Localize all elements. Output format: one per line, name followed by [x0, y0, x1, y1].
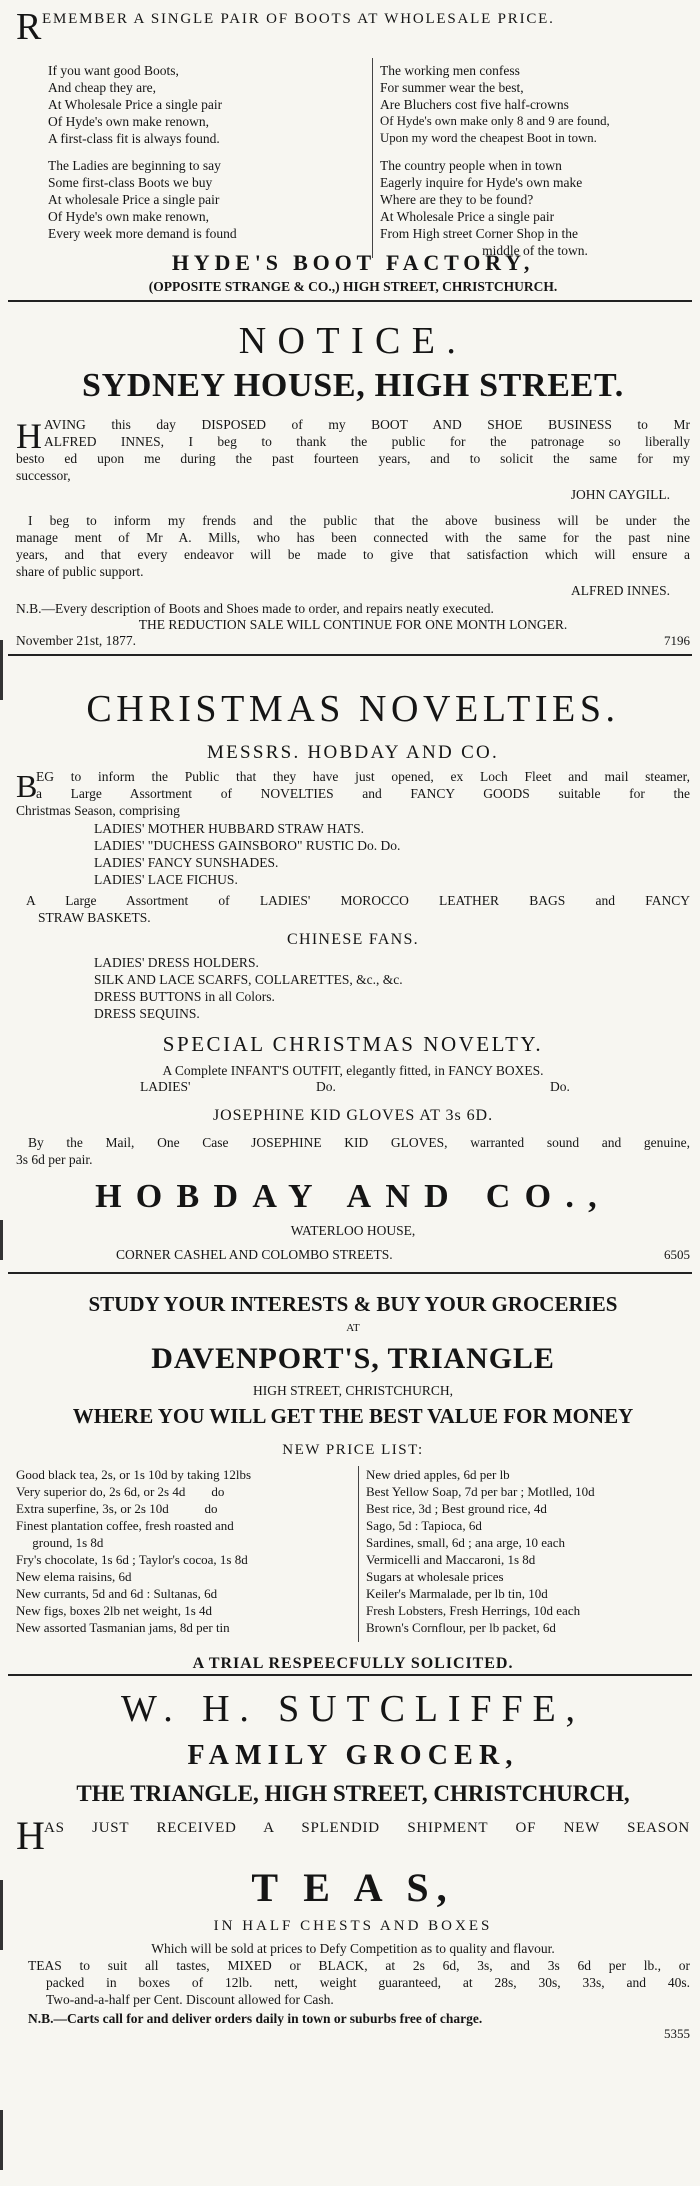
hydes-dropcap: R: [16, 6, 42, 48]
hydes-headline: [16, 8, 690, 48]
hobday-items-1: [94, 820, 400, 888]
sutcliffe-body: [16, 1940, 690, 2008]
hobday-item: LADIES' LACE FICHUS.: [94, 872, 238, 887]
hobday-item: LADIES' "DUCHESS GAINSBORO" RUSTIC Do. Do.: [94, 838, 401, 853]
price-list-item: Fresh Lobsters, Fresh Herrings, 10d each: [366, 1603, 581, 1618]
sutcliffe-text-line: Which will be sold at prices to Defy Competition as to quality and flavour.: [151, 1941, 555, 1956]
hydes-verse-line: Upon my word the cheapest Boot in town.: [380, 131, 597, 145]
sutcliffe-trade: FAMILY GROCER,: [187, 1740, 519, 1771]
hobday-item: DRESS BUTTONS in all Colors.: [94, 989, 275, 1004]
margin-bar: [0, 1880, 3, 1950]
column-rule: [8, 654, 692, 656]
hobday-item: LADIES' DRESS HOLDERS.: [94, 955, 259, 970]
hydes-verse-line: The Ladies are beginning to say: [48, 158, 221, 173]
hydes-name: HYDE'S BOOT FACTORY,: [171, 250, 535, 275]
notice-title: NOTICE.: [238, 320, 468, 362]
hydes-verse-line: Some first-class Boots we buy: [48, 175, 213, 190]
price-list-item: Sardines, small, 6d ; ana arge, 10 each: [366, 1535, 566, 1550]
notice-dropcap: H: [16, 416, 42, 456]
price-list-item: Best Yellow Soap, 7d per bar ; Motlled, 10d: [366, 1484, 595, 1499]
price-list-item: Fry's chocolate, 1s 6d ; Taylor's cocoa, 1s 8d: [16, 1552, 248, 1567]
notice-text-line: I beg to inform my frends and the public that the above business will be under the: [28, 513, 690, 528]
price-list-item: Vermicelli and Maccaroni, 1s 8d: [366, 1552, 536, 1567]
hobday-gloves-title: JOSEPHINE KID GLOVES AT 3s 6D.: [212, 1107, 494, 1124]
price-list-item: Sago, 5d : Tapioca, 6d: [366, 1518, 482, 1533]
hobday-gloves-text: [16, 1134, 690, 1168]
hobday-advert: [16, 660, 690, 1300]
price-list-item: New dried apples, 6d per lb: [366, 1467, 510, 1482]
sutcliffe-nb: N.B.—Carts call for and deliver orders daily in town or suburbs free of charge.: [28, 2011, 483, 2026]
sutcliffe-text-line: packed in boxes of 12lb. nett, weight guaranteed, at 28s, 30s, 33s, and 40s.: [46, 1975, 690, 1990]
hydes-address: (OPPOSITE STRANGE & CO.,) HIGH STREET, CHRISTCHURCH.: [148, 279, 558, 294]
sutcliffe-chests: IN HALF CHESTS AND BOXES: [213, 1918, 493, 1934]
hydes-verse-line: For summer wear the best,: [380, 80, 524, 95]
hydes-right-column: [380, 62, 690, 259]
hydes-verse-line: Of Hyde's own make only 8 and 9 are found,: [380, 114, 610, 128]
hydes-verse-line: middle of the town.: [482, 243, 588, 258]
sutcliffe-text-line: TEAS to suit all tastes, MIXED or BLACK, at 2s 6d, 3s, and 3s 6d per lb., or: [28, 1958, 690, 1973]
notice-text-line: years, and that every endeavor will be made to give that satisfaction which will ensure a: [16, 547, 690, 562]
notice-advert: [16, 306, 690, 706]
hobday-outfit-do: Do.: [550, 1079, 570, 1094]
hydes-verse-line: At Wholesale Price a single pair: [48, 97, 223, 112]
davenport-slogan: WHERE YOU WILL GET THE BEST VALUE FOR MONEY: [72, 1404, 634, 1428]
hobday-title: CHRISTMAS NOVELTIES.: [86, 688, 620, 730]
notice-nb: N.B.—Every description of Boots and Shoes made to order, and repairs neatly executed.: [16, 601, 494, 616]
hydes-verse-line: Of Hyde's own make renown,: [48, 209, 210, 224]
hobday-outfit-do: Do.: [316, 1079, 336, 1094]
hobday-item: LADIES' MOTHER HUBBARD STRAW HATS.: [94, 821, 364, 836]
price-list-right: [366, 1466, 690, 1636]
hobday-outfit-ladies-label: LADIES': [140, 1079, 191, 1094]
hydes-verse-line: If you want good Boots,: [48, 63, 179, 78]
price-list-item: New assorted Tasmanian jams, 8d per tin: [16, 1620, 230, 1635]
notice-text-line: manage ment of Mr A. Mills, who has been connected with the same for the past nine: [16, 530, 690, 545]
hobday-text-line: Christmas Season, comprising: [16, 803, 180, 818]
hydes-verse-line: At Wholesale Price a single pair: [380, 209, 555, 224]
sutcliffe-intro-text: AS JUST RECEIVED A SPLENDID SHIPMENT OF NEW SEASON: [44, 1820, 690, 1836]
hobday-item: DRESS SEQUINS.: [94, 1006, 200, 1021]
price-list-item: Sugars at wholesale prices: [366, 1569, 504, 1584]
hydes-verse-line: A first-class fit is always found.: [48, 131, 220, 146]
hydes-verse-line: The country people when in town: [380, 158, 562, 173]
price-list-divider: [358, 1466, 359, 1642]
notice-reduction: THE REDUCTION SALE WILL CONTINUE FOR ONE MONTH LONGER.: [138, 617, 568, 632]
price-list-item: Very superior do, 2s 6d, or 2s 4d do: [16, 1484, 225, 1499]
margin-bar: [0, 640, 3, 700]
davenport-list-title: NEW PRICE LIST:: [282, 1442, 424, 1458]
hydes-verse-line: The working men confess: [380, 63, 520, 78]
column-rule: [8, 1674, 692, 1676]
notice-text-line: besto ed upon me during the past fourteen years, and to solicit the same for my: [16, 451, 690, 466]
price-list-item: New figs, boxes 2lb net weight, 1s 4d: [16, 1603, 213, 1618]
price-list-item: Extra superfine, 3s, or 2s 10d do: [16, 1501, 218, 1516]
hobday-fans: CHINESE FANS.: [287, 931, 419, 948]
davenport-address: HIGH STREET, CHRISTCHURCH,: [252, 1383, 453, 1398]
column-rule: [8, 300, 692, 302]
notice-text-line: AVING this day DISPOSED of my BOOT AND SHOE BUSINESS to Mr: [44, 417, 690, 432]
hobday-firm: MESSRS. HOBDAY AND CO.: [206, 742, 500, 763]
davenport-headline: STUDY YOUR INTERESTS & BUY YOUR GROCERIES: [88, 1292, 618, 1316]
notice-para2: [16, 512, 690, 580]
hobday-item: SILK AND LACE SCARFS, COLLARETTES, &c., &c.: [94, 972, 403, 987]
price-list-item: Best rice, 3d ; Best ground rice, 4d: [366, 1501, 547, 1516]
price-list-left: [16, 1466, 352, 1636]
hydes-verse-line: Where are they to be found?: [380, 192, 534, 207]
sutcliffe-intro: [16, 1813, 690, 1862]
sutcliffe-teas: T E A S,: [251, 1865, 455, 1910]
margin-bar: [0, 1220, 3, 1260]
hobday-intro: [16, 768, 690, 819]
hobday-text-line: STRAW BASKETS.: [38, 910, 151, 925]
price-list-item: Finest plantation coffee, fresh roasted and: [16, 1518, 234, 1533]
notice-text-line: ALFRED INNES, I beg to thank the public for the patronage so liberally: [44, 434, 690, 449]
hobday-special: SPECIAL CHRISTMAS NOVELTY.: [162, 1032, 544, 1056]
price-list-item: New currants, 5d and 6d : Sultanas, 6d: [16, 1586, 218, 1601]
hobday-ref: 6505: [664, 1247, 690, 1262]
hobday-house: WATERLOO HOUSE,: [290, 1223, 416, 1238]
price-list-item: New elema raisins, 6d: [16, 1569, 132, 1584]
hobday-dropcap: B: [16, 768, 38, 804]
hobday-text-line: 3s 6d per pair.: [16, 1152, 93, 1167]
hobday-text-line: A Large Assortment of LADIES' MOROCCO LEATHER BAGS and FANCY: [26, 893, 690, 908]
hydes-advert: [16, 8, 690, 298]
notice-signature-2: ALFRED INNES.: [570, 583, 670, 598]
sutcliffe-name: W. H. SUTCLIFFE,: [121, 1688, 585, 1730]
notice-date: November 21st, 1877.: [16, 633, 136, 648]
davenport-closing: A TRIAL RESPEECFULLY SOLICITED.: [192, 1655, 514, 1672]
hobday-text-line: By the Mail, One Case JOSEPHINE KID GLOVES, warranted sound and genuine,: [28, 1135, 690, 1150]
hobday-text-line: EG to inform the Public that they have just opened, ex Loch Fleet and mail steamer,: [36, 769, 690, 784]
margin-bar: [0, 2110, 3, 2170]
sutcliffe-ref: 5355: [664, 2026, 690, 2041]
column-rule: [8, 1272, 692, 1274]
hydes-headline-text: EMEMBER A SINGLE PAIR OF BOOTS AT WHOLESALE PRICE.: [42, 11, 555, 27]
notice-signature-1: JOHN CAYGILL.: [570, 487, 670, 502]
notice-subtitle: SYDNEY HOUSE, HIGH STREET.: [82, 367, 624, 404]
davenport-name: DAVENPORT'S, TRIANGLE: [151, 1342, 555, 1375]
hydes-verse-line: At wholesale Price a single pair: [48, 192, 220, 207]
notice-ref: 7196: [664, 633, 690, 648]
price-list-item: Brown's Cornflour, per lb packet, 6d: [366, 1620, 556, 1635]
price-list-item: Good black tea, 2s, or 1s 10d by taking 12lbs: [16, 1467, 252, 1482]
hobday-name: HOBDAY AND CO.,: [95, 1178, 611, 1215]
hobday-text-line: a Large Assortment of NOVELTIES and FANCY GOODS suitable for the: [36, 786, 690, 801]
price-list-item: Keiler's Marmalade, per lb tin, 10d: [366, 1586, 548, 1601]
hydes-left-column: [48, 62, 237, 242]
hydes-verse-line: Every week more demand is found: [48, 226, 237, 241]
hydes-verse-line: Are Bluchers cost five half-crowns: [380, 97, 569, 112]
sutcliffe-address: THE TRIANGLE, HIGH STREET, CHRISTCHURCH,: [76, 1781, 630, 1806]
hobday-bags: [16, 892, 690, 926]
notice-text-line: successor,: [16, 468, 71, 483]
notice-para1: [16, 416, 690, 484]
hydes-verse-line: And cheap they are,: [48, 80, 156, 95]
hydes-verse-line: Eagerly inquire for Hyde's own make: [380, 175, 583, 190]
notice-text-line: share of public support.: [16, 564, 144, 579]
hydes-verse-line: Of Hyde's own make renown,: [48, 114, 210, 129]
hobday-item: LADIES' FANCY SUNSHADES.: [94, 855, 279, 870]
sutcliffe-text-line: Two-and-a-half per Cent. Discount allowed for Cash.: [46, 1992, 334, 2007]
hobday-items-2: [94, 954, 403, 1022]
hobday-corner: CORNER CASHEL AND COLOMBO STREETS.: [116, 1247, 393, 1262]
hydes-column-divider: [372, 58, 373, 258]
hobday-outfit: A Complete INFANT'S OUTFIT, elegantly fitted, in FANCY BOXES.: [162, 1063, 544, 1078]
hydes-verse-line: From High street Corner Shop in the: [380, 226, 578, 241]
price-list-item: ground, 1s 8d: [16, 1535, 104, 1550]
davenport-at: AT: [346, 1322, 360, 1334]
sutcliffe-advert: [16, 1680, 690, 2180]
sutcliffe-dropcap: H: [16, 1813, 45, 1858]
